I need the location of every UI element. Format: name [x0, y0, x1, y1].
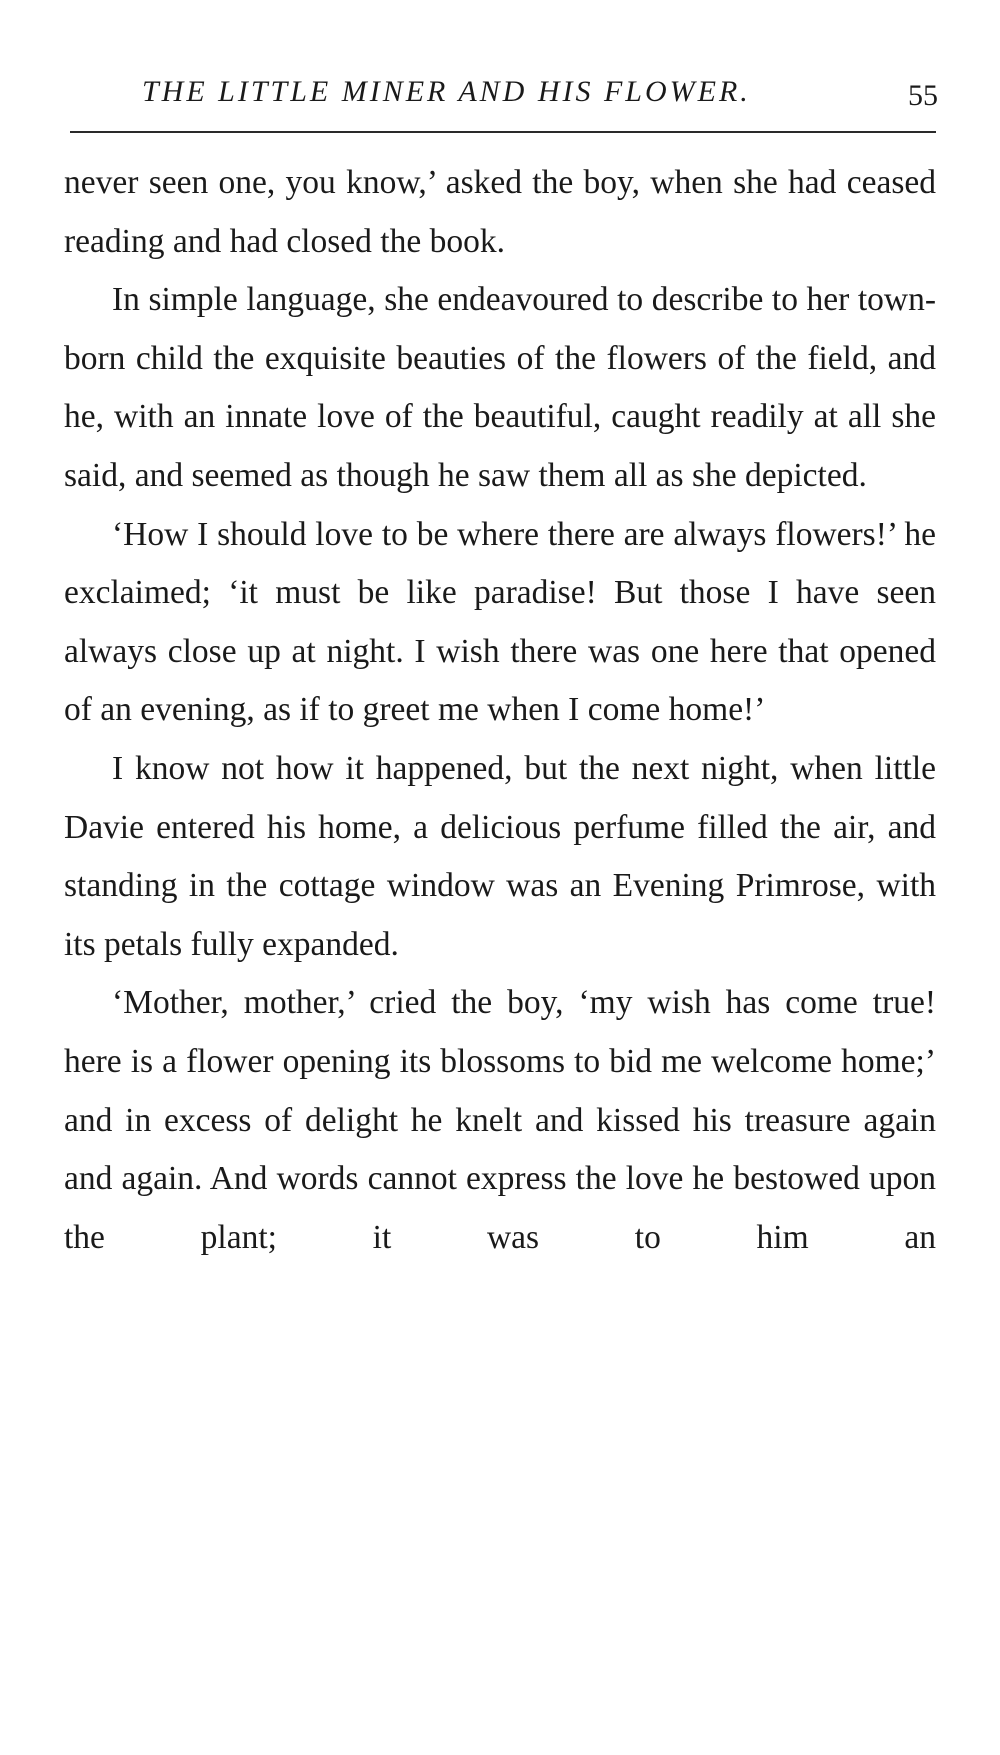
- paragraph-continuation: never seen one, you know,’ asked the boy, when she had ceased reading and had closed the book.: [64, 164, 936, 260]
- running-title: THE LITTLE MINER AND HIS FLOWER.: [142, 75, 751, 108]
- paragraph: ‘Mother, mother,’ cried the boy, ‘my wish has come true! here is a flower opening its blossoms to bid me welcome home;’ and in excess of delight he knelt and kissed his treasure again and again. And words cannot express the love he bestowed upon the plant; it was to him an: [64, 984, 936, 1256]
- paragraph: ‘How I should love to be where there are always flowers!’ he exclaimed; ‘it must be like paradise! But those I have seen always close up at night. I wish there was one here that opened of an evening, as if to greet me when I come home!’: [64, 515, 936, 729]
- header-rule: [70, 131, 936, 133]
- paragraph: In simple language, she endeavoured to describe to her town-born child the exquisite beauties of the flowers of the field, and he, with an innate love of the beautiful, caught readily at all she said, and seemed as though he saw them all as she depicted.: [64, 281, 936, 494]
- body-text: [64, 154, 936, 1267]
- running-head: [70, 72, 938, 122]
- paragraph: I know not how it happened, but the next night, when little Davie entered his home, a delicious perfume filled the air, and standing in the cottage window was an Evening Primrose, with its petals fully expanded.: [64, 749, 936, 963]
- page-number: 55: [908, 79, 938, 112]
